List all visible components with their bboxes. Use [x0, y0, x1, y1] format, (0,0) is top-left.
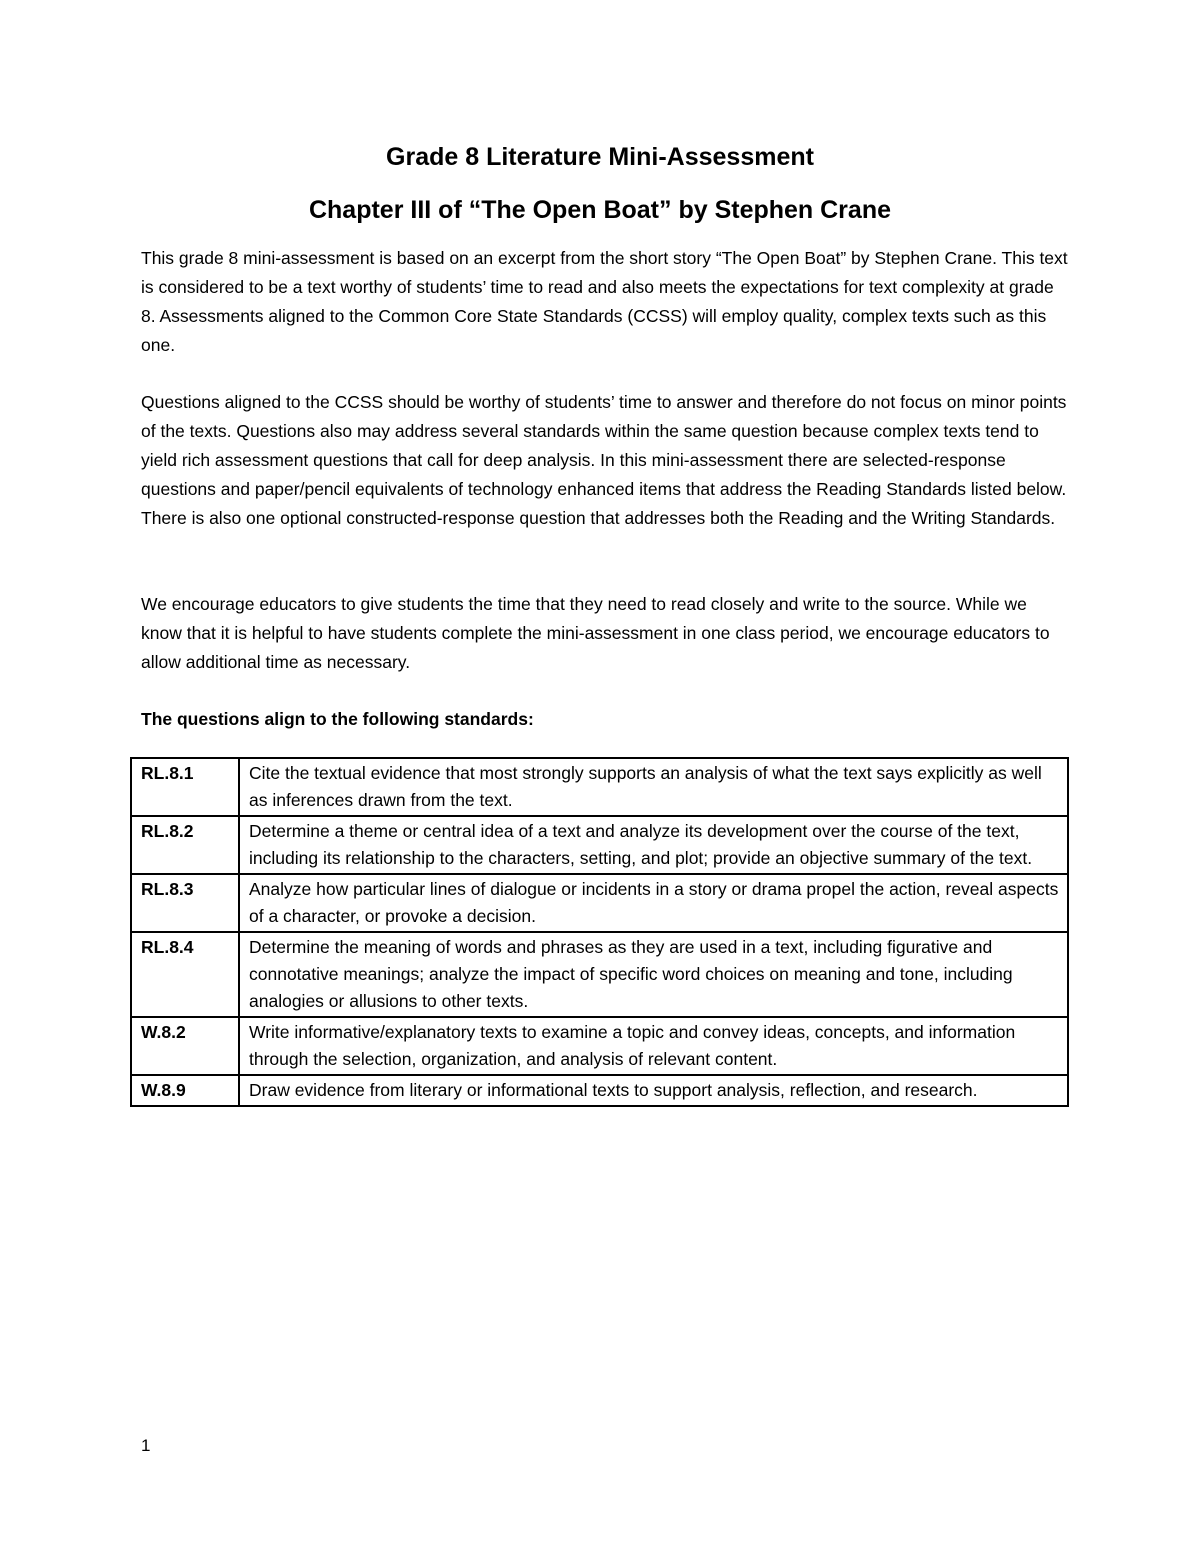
standard-description: Cite the textual evidence that most strongly supports an analysis of what the text says explicitly as well as inferences drawn from the text.	[239, 758, 1068, 816]
standard-code: W.8.9	[131, 1075, 239, 1106]
standard-code: RL.8.4	[131, 932, 239, 1017]
standard-code: RL.8.2	[131, 816, 239, 874]
table-row	[131, 1075, 1068, 1106]
standard-description: Write informative/explanatory texts to examine a topic and convey ideas, concepts, and information through the selection, organization, and analysis of relevant content.	[239, 1017, 1068, 1075]
table-row	[131, 816, 1068, 874]
encouragement-paragraph: We encourage educators to give students the time that they need to read closely and write to the source. While we know that it is helpful to have students complete the mini-assessment in one class period, we encourage educators to allow additional time as necessary.	[141, 594, 1050, 672]
document-subtitle: Chapter III of “The Open Boat” by Stephen Crane	[308, 196, 891, 224]
standards-heading: The questions align to the following standards:	[141, 709, 534, 729]
table-row	[131, 1017, 1068, 1075]
intro-paragraph: This grade 8 mini-assessment is based on an excerpt from the short story “The Open Boat” by Stephen Crane. This text is considered to be a text worthy of students’ time to read and also meets the expectations for text complexity at grade 8. Assessments aligned to the Common Core State Standards (CCSS) will employ quality, complex texts such as this one.	[141, 248, 1068, 355]
standard-description: Draw evidence from literary or informational texts to support analysis, reflection, and research.	[239, 1075, 1068, 1106]
standard-description: Determine the meaning of words and phrases as they are used in a text, including figurative and connotative meanings; analyze the impact of specific word choices on meaning and tone, including analogies or allusions to other texts.	[239, 932, 1068, 1017]
table-row	[131, 758, 1068, 816]
page-number: 1	[141, 1436, 151, 1455]
table-row	[131, 932, 1068, 1017]
standards-table	[130, 757, 1069, 1107]
standard-description: Determine a theme or central idea of a text and analyze its development over the course of the text, including its relationship to the characters, setting, and plot; provide an objective summary of the text.	[239, 816, 1068, 874]
standard-code: RL.8.3	[131, 874, 239, 932]
standard-description: Analyze how particular lines of dialogue or incidents in a story or drama propel the action, reveal aspects of a character, or provoke a decision.	[239, 874, 1068, 932]
table-row	[131, 874, 1068, 932]
standard-code: RL.8.1	[131, 758, 239, 816]
document-title: Grade 8 Literature Mini-Assessment	[386, 143, 814, 171]
questions-paragraph: Questions aligned to the CCSS should be worthy of students’ time to answer and therefore do not focus on minor points of the texts. Questions also may address several standards within the same question because complex texts tend to yield rich assessment questions that call for deep analysis. In this mini-assessment there are selected-response questions and paper/pencil equivalents of technology enhanced items that address the Reading Standards listed below. There is also one optional constructed-response question that addresses both the Reading and the Writing Standards.	[141, 392, 1067, 528]
standard-code: W.8.2	[131, 1017, 239, 1075]
